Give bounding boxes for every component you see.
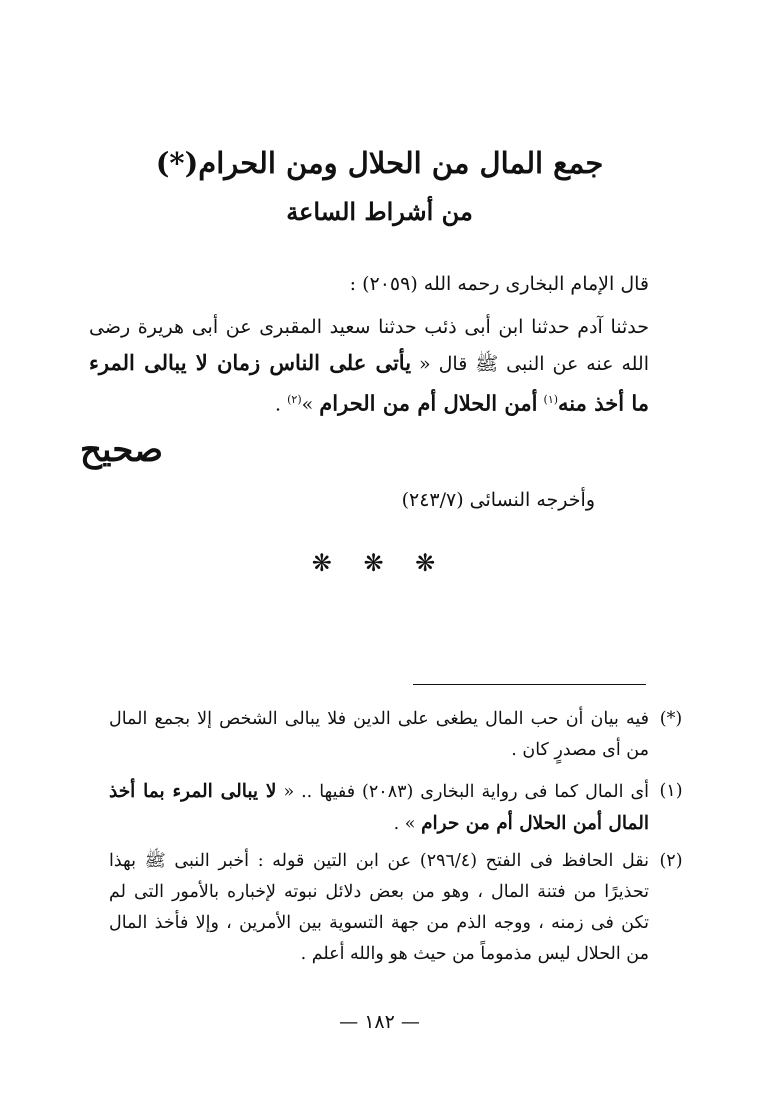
footnote-mark: (٢) bbox=[659, 851, 683, 871]
hadith-end: . bbox=[275, 393, 282, 416]
footnote-mark: (*) bbox=[659, 709, 683, 729]
footnote-end: » . bbox=[393, 814, 416, 834]
hadith-close-quote: » bbox=[301, 393, 314, 416]
footnote-mark: (١) bbox=[659, 781, 683, 801]
footnote-1 bbox=[109, 776, 683, 840]
chapter-title: جمع المال من الحلال ومن الحرام(*) bbox=[155, 146, 604, 180]
hadith-intro: قال الإمام البخارى رحمه الله (٢٠٥٩) : bbox=[349, 273, 649, 295]
footnote-divider bbox=[413, 684, 646, 685]
footnote-ref-2: (٢) bbox=[287, 393, 302, 406]
hadith-matn-2: أمن الحلال أم من الحرام bbox=[319, 390, 538, 416]
footnote-text: أى المال كما فى رواية البخارى (٢٠٨٣) ففيها .. « bbox=[283, 782, 649, 802]
footnote-text: نقل الحافظ فى الفتح (٢٩٦/٤) عن ابن التين قوله : أخبر النبى ﷺ بهذا تحذيرًا من فتنة المال ، وهو من بعض دلائل نبوته لإخباره بالأمور التى لم تكن فى زمنه ، ووجه الذم من جهة التسوية بين الأمرين ، وإلا فأخذ المال من الحلال ليس مذموماً من حيث هو والله أعلم . bbox=[109, 851, 649, 964]
hadith-text bbox=[89, 310, 649, 422]
hadith-chain: حدثنا آدم حدثنا ابن أبى ذئب حدثنا سعيد المقبرى عن أبى هريرة رضى الله عنه عن النبى ﷺ قال « bbox=[89, 316, 649, 375]
footnote-ref-1: (١) bbox=[543, 393, 559, 406]
footnote-quote: لا يبالى المرء بما أخذ المال أمن الحلال أم من حرام bbox=[109, 781, 649, 834]
hadith-matn: يأتى على الناس زمان لا يبالى المرء ما أخذ منه bbox=[89, 350, 649, 416]
footnote-text: فيه بيان أن حب المال يطغى على الدين فلا يبالى الشخص إلا بجمع المال من أى مصدرٍ كان . bbox=[109, 709, 649, 760]
footnote-star bbox=[109, 704, 683, 766]
grade-label: صحيح bbox=[80, 430, 164, 470]
chapter-subtitle: من أشراط الساعة bbox=[286, 197, 473, 226]
page-number: — ١٨٢ — bbox=[339, 1011, 420, 1033]
section-separator: ❋ ❋ ❋ bbox=[311, 549, 448, 577]
also-reported: وأخرجه النسائى (٢٤٣/٧) bbox=[401, 489, 595, 511]
footnote-2 bbox=[109, 846, 683, 970]
